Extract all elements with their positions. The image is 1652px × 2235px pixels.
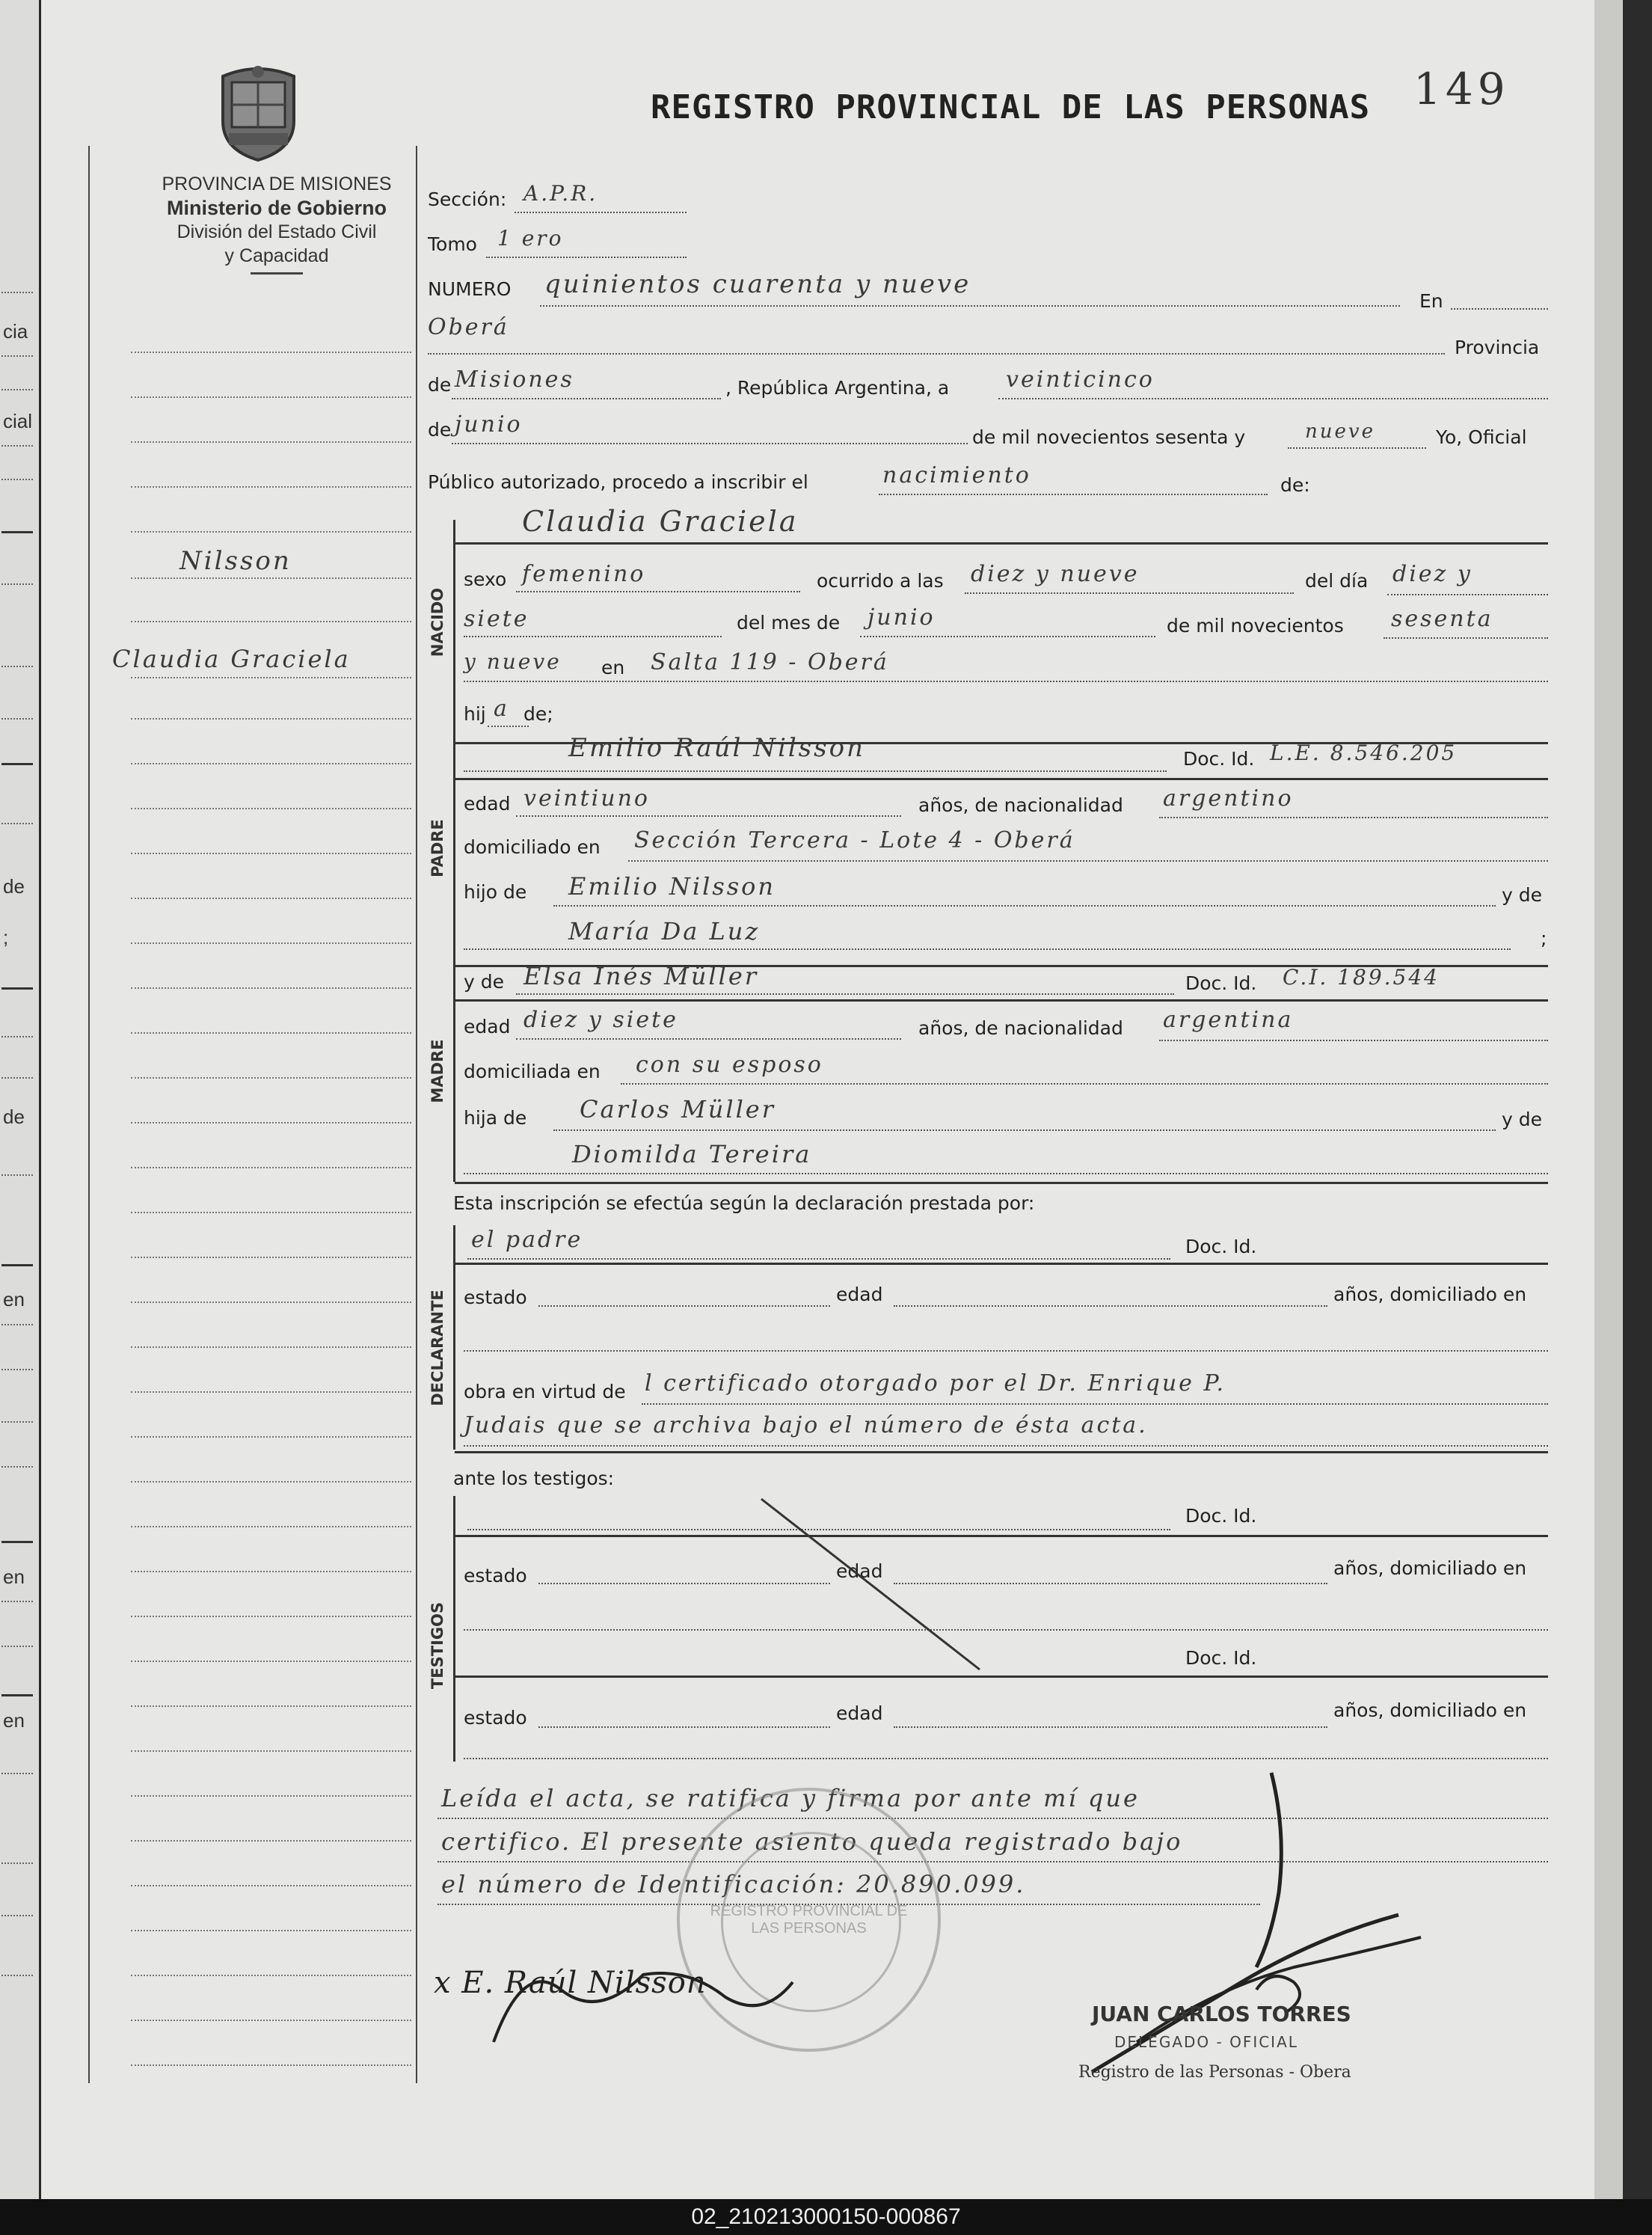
officer-name: JUAN CARLOS TORRES: [1092, 2002, 1351, 2026]
sexo-label: sexo: [464, 568, 507, 590]
father-semicolon: ;: [1541, 928, 1547, 949]
division-label: y Capacidad: [224, 245, 329, 266]
father-doc-value: L.E. 8.546.205: [1270, 741, 1458, 765]
seccion-label: Sección:: [428, 188, 507, 210]
mother-yde2-label: y de: [1502, 1109, 1542, 1130]
child-name: Claudia Graciela: [522, 505, 799, 538]
madre-section-label: MADRE: [429, 1039, 446, 1103]
witness2-edad-label: edad: [836, 1702, 883, 1724]
madre-section: [453, 965, 455, 1182]
maternal-grandmother: Diomilda Tereira: [572, 1140, 812, 1168]
declarante-section-label: DECLARANTE: [429, 1290, 446, 1406]
previous-page-edge: [0, 0, 41, 2199]
mother-domicilio-value: con su esposo: [636, 1052, 823, 1078]
father-domicilio-value: Sección Tercera - Lote 4 - Oberá: [634, 827, 1075, 853]
dia-value-continued: siete: [464, 606, 529, 632]
division-label: División del Estado Civil: [176, 221, 377, 242]
tomo-value: 1 ero: [497, 226, 564, 251]
act-value: nacimiento: [882, 462, 1031, 488]
signature-stroke: [479, 1930, 800, 2064]
place-value: Oberá: [428, 314, 509, 340]
hij-value: a: [494, 696, 509, 722]
obra-label: obra en virtud de: [464, 1381, 626, 1402]
coat-of-arms-icon: [215, 61, 301, 162]
witness2-estado-label: estado: [464, 1707, 527, 1729]
month-value: junio: [455, 411, 523, 438]
dia-value: diez y: [1392, 561, 1473, 587]
margin-given-names: Claudia Graciela: [112, 645, 351, 673]
witness2-doc-label: Doc. Id.: [1185, 1647, 1257, 1669]
witness2-anios-label: años, domiciliado en: [1333, 1699, 1527, 1721]
prev-page-text: ;: [3, 926, 9, 948]
mother-edad-value: diez y siete: [523, 1007, 678, 1033]
de2-label: de: [428, 419, 452, 441]
father-nacionalidad-label: años, de nacionalidad: [918, 794, 1123, 816]
issuing-authority: [127, 172, 426, 275]
margin-rule: [88, 146, 90, 2083]
paternal-grandfather: Emilio Nilsson: [568, 872, 776, 901]
padre-section: [453, 742, 455, 966]
mother-hija-label: hija de: [464, 1107, 527, 1129]
anio-value-continued: y nueve: [464, 649, 562, 674]
padre-section-label: PADRE: [429, 819, 446, 877]
father-edad-label: edad: [464, 793, 511, 815]
en-label: En: [1419, 290, 1443, 312]
witness1-anios-label: años, domiciliado en: [1333, 1557, 1527, 1579]
image-caption: 02_210213000150-000867: [0, 2199, 1652, 2235]
page-title: REGISTRO PROVINCIAL DE LAS PERSONAS: [651, 88, 1371, 126]
delmes-label: del mes de: [737, 612, 841, 634]
de-label: de: [428, 374, 452, 396]
closing-line-1: Leída el acta, se ratifica y firma por ante mí que: [441, 1784, 1140, 1812]
prev-page-text: en: [3, 1288, 25, 1310]
mother-nacionalidad-value: argentina: [1163, 1007, 1294, 1033]
mother-edad-label: edad: [464, 1016, 511, 1037]
prev-page-text: en: [3, 1709, 25, 1732]
nacido-section-label: NACIDO: [429, 587, 446, 657]
seccion-value: A.P.R.: [523, 181, 598, 206]
prev-page-text: cia: [3, 320, 28, 343]
sexo-value: femenino: [522, 561, 646, 587]
prev-page-text: de: [3, 875, 25, 898]
officer-office: Registro de las Personas - Obera: [1078, 2063, 1351, 2082]
republica-label: , República Argentina, a: [725, 377, 950, 399]
publico-label: Público autorizado, procedo a inscribir el: [428, 471, 808, 493]
yo-label: Yo, Oficial: [1436, 426, 1527, 448]
declarant-edad-label: edad: [836, 1284, 883, 1305]
lugar-en-label: en: [601, 657, 625, 678]
witness1-doc-label: Doc. Id.: [1185, 1505, 1257, 1527]
margin-rule: [416, 146, 417, 2083]
witness1-estado-label: estado: [464, 1565, 527, 1586]
prev-page-text: de: [3, 1106, 25, 1128]
day-value: veinticinco: [1006, 367, 1155, 393]
mes-value: junio: [868, 604, 936, 631]
province-value: Misiones: [455, 367, 574, 393]
demil-label: de mil novecientos: [1167, 615, 1344, 637]
officer-title: DELEGADO - OFICIAL: [1114, 2033, 1298, 2051]
prev-page-text: cial: [3, 410, 33, 432]
father-yde-label: y de: [1502, 884, 1542, 906]
provincia-label: Provincia: [1455, 337, 1540, 358]
numero-value: quinientos cuarenta y nueve: [544, 269, 971, 299]
mother-doc-value: C.I. 189.544: [1283, 965, 1440, 990]
witness1-edad-label: edad: [836, 1560, 883, 1582]
mother-doc-label: Doc. Id.: [1185, 972, 1257, 994]
mil-label: de mil novecientos sesenta y: [972, 426, 1246, 448]
father-doc-label: Doc. Id.: [1183, 748, 1255, 770]
mother-domicilio-label: domiciliada en: [464, 1061, 601, 1082]
province-label: PROVINCIA DE MISIONES: [162, 174, 392, 194]
de3-label: de:: [1280, 474, 1310, 496]
hora-value: diez y nueve: [971, 561, 1140, 587]
page-edge: [1594, 0, 1623, 2199]
mother-yde-label: y de: [464, 971, 504, 993]
strike-through-mark: [755, 1496, 995, 1676]
year-value: nueve: [1305, 420, 1375, 443]
mother-name: Elsa Inés Müller: [523, 962, 759, 990]
father-domicilio-label: domiciliado en: [464, 836, 601, 858]
obra-value: l certificado otorgado por el Dr. Enrique P.: [645, 1370, 1226, 1397]
testigos-intro: ante los testigos:: [453, 1468, 615, 1489]
declarant-signature: x E. Raúl Nilsson: [434, 1966, 707, 2000]
closing-line-3: el número de Identificación: 20.890.099.: [441, 1870, 1026, 1898]
paternal-grandmother: María Da Luz: [568, 917, 761, 945]
numero-label: NUMERO: [428, 278, 512, 300]
folio-number: 149: [1413, 64, 1510, 114]
declarant-anios-label: años, domiciliado en: [1333, 1284, 1527, 1305]
margin-name-line: [131, 677, 411, 678]
margin-surname: Nilsson: [179, 546, 292, 576]
declarant-estado-label: estado: [464, 1287, 527, 1308]
declaracion-intro: Esta inscripción se efectúa según la declaración prestada por:: [453, 1192, 1035, 1214]
father-name: Emilio Raúl Nilsson: [568, 733, 865, 763]
deldia-label: del día: [1305, 570, 1369, 592]
father-hijode-label: hijo de: [464, 881, 527, 903]
tomo-label: Tomo: [428, 233, 477, 255]
obra-value-continued: Judais que se archiva bajo el número de ésta acta.: [464, 1412, 1148, 1438]
mother-nacionalidad-label: años, de nacionalidad: [918, 1017, 1123, 1039]
testigos-section-label: TESTIGOS: [429, 1601, 446, 1690]
declarante-section: [453, 1225, 455, 1450]
father-edad-value: veintiuno: [523, 785, 650, 812]
declarant-doc-label: Doc. Id.: [1185, 1236, 1257, 1257]
maternal-grandfather: Carlos Müller: [580, 1095, 776, 1123]
ocurrido-label: ocurrido a las: [817, 570, 944, 592]
birthplace-value: Salta 119 - Oberá: [651, 649, 889, 675]
hij-de-label: de;: [523, 703, 553, 725]
stamp-text: REGISTRO PROVINCIAL DE LAS PERSONAS: [710, 1903, 908, 1937]
anio-value: sesenta: [1391, 606, 1493, 632]
ministry-label: Ministerio de Gobierno: [166, 197, 387, 219]
hij-label: hij: [464, 703, 486, 725]
father-nacionalidad-value: argentino: [1163, 785, 1294, 812]
nacido-section: [453, 520, 455, 744]
margin-surname-line: [131, 577, 411, 579]
declarant-name: el padre: [471, 1227, 583, 1253]
prev-page-text: en: [3, 1566, 25, 1588]
closing-line-2: certifico. El presente asiento queda registrado bajo: [441, 1827, 1183, 1856]
